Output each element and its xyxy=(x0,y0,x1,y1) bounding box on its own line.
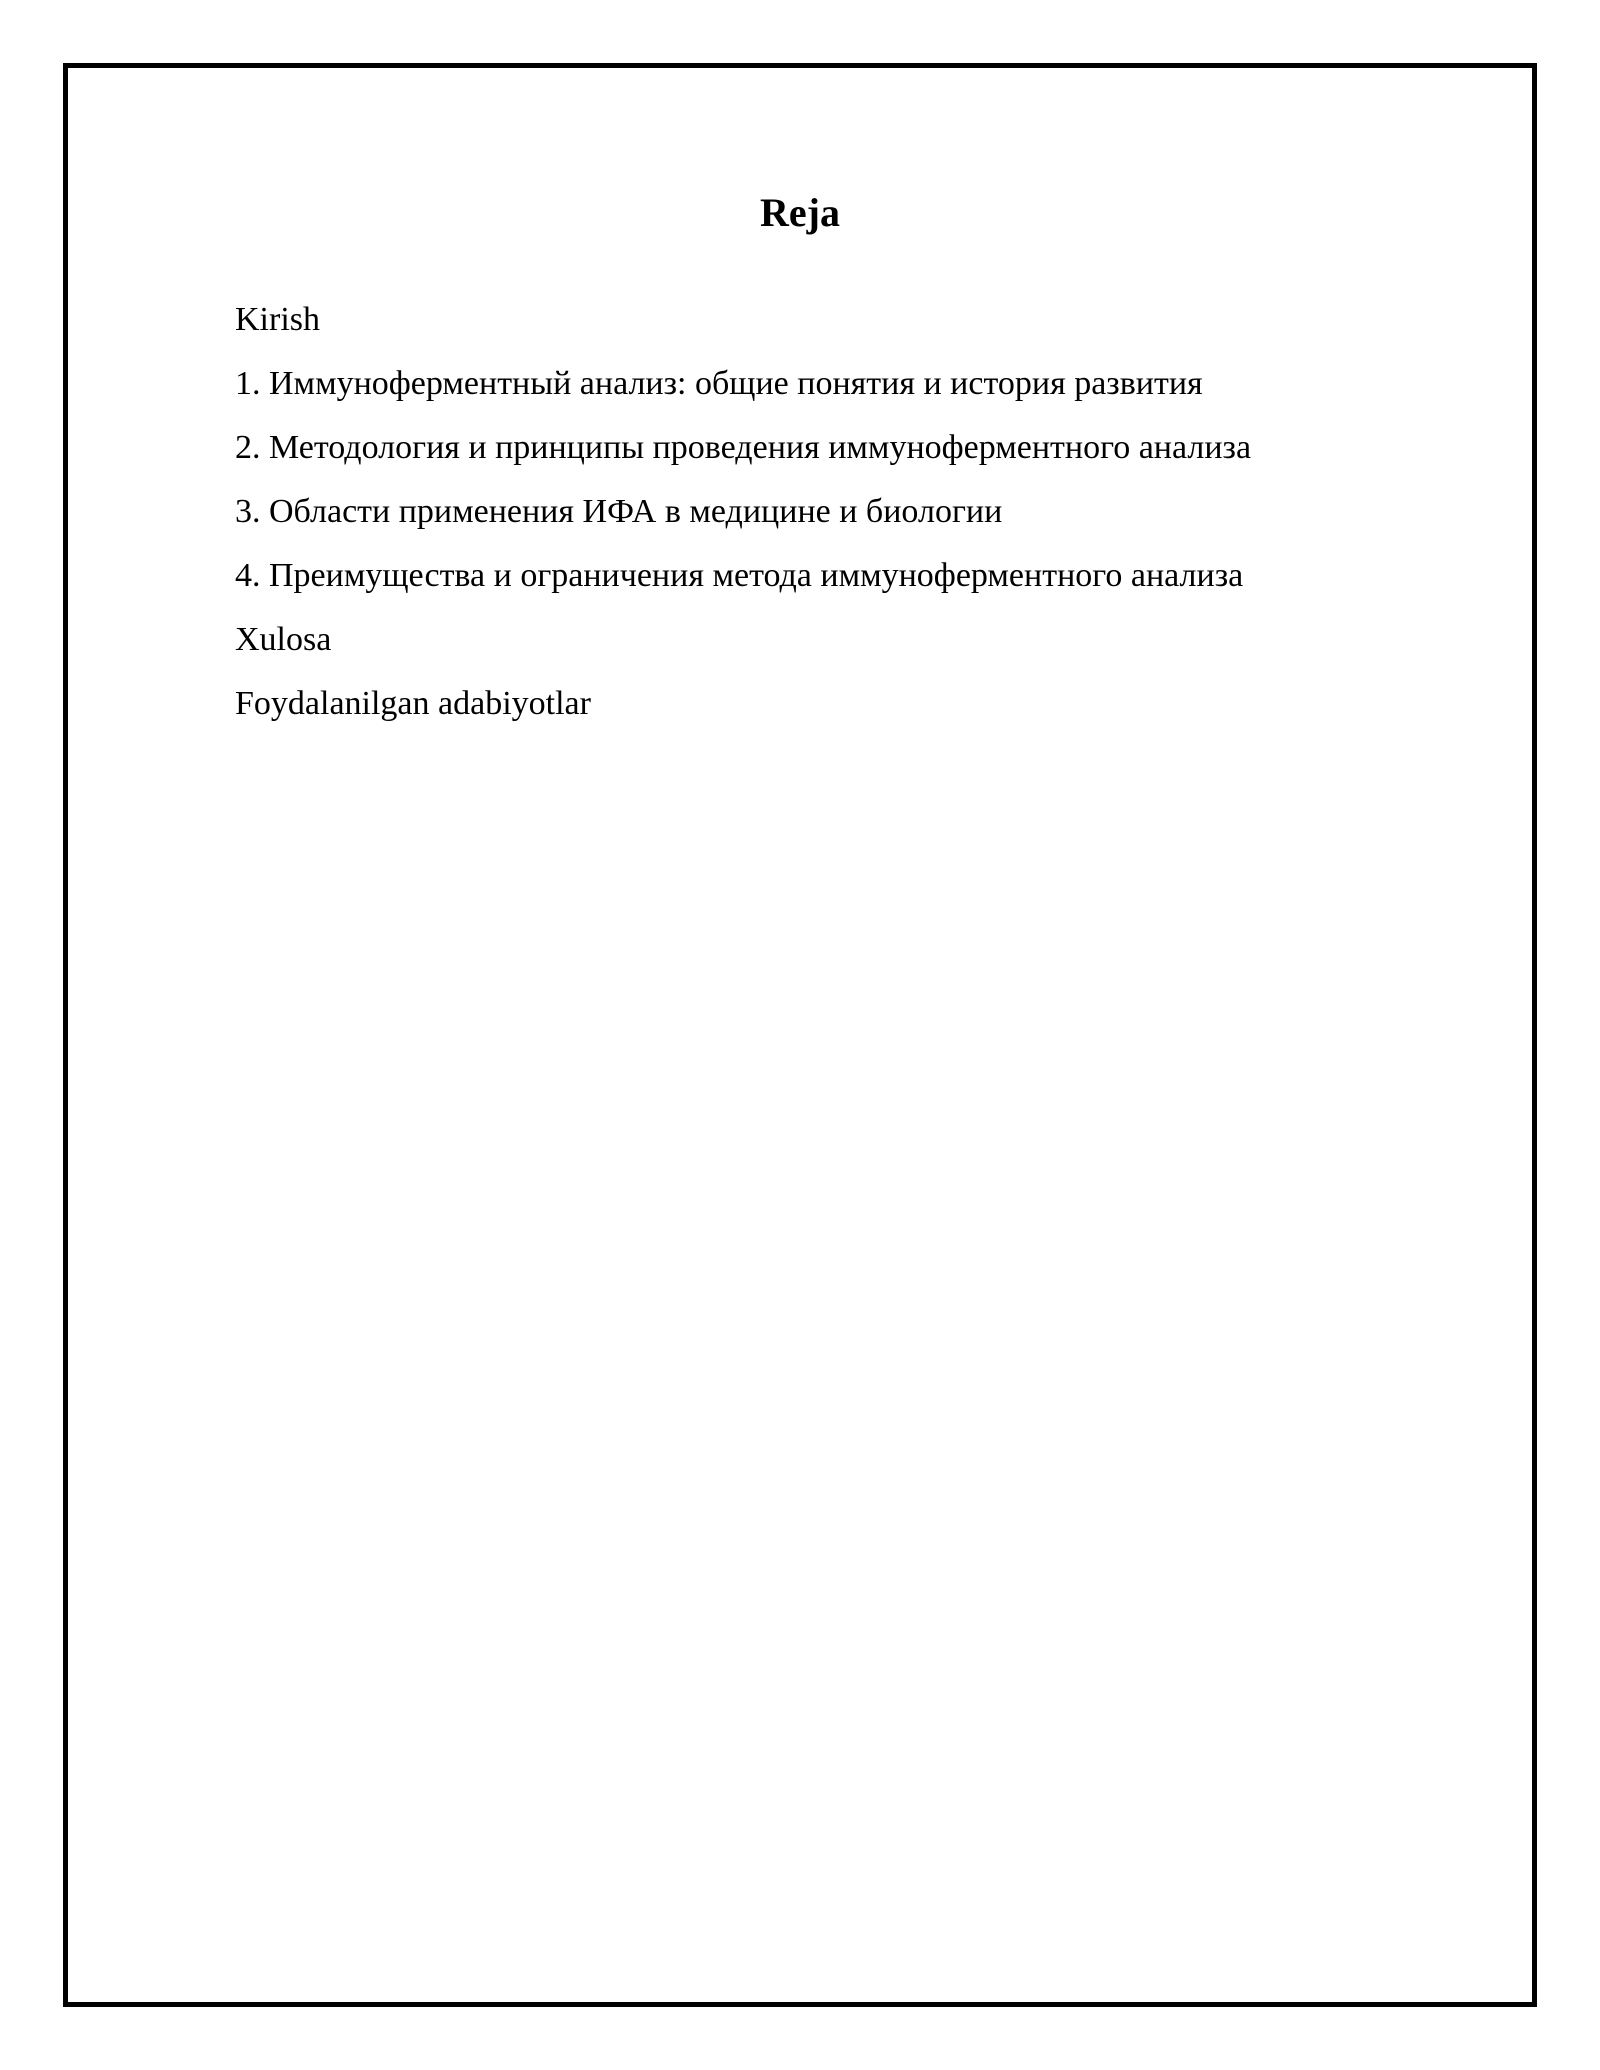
plan-item-section-1: 1. Иммуноферментный анализ: общие понятия и история развития xyxy=(235,365,1203,402)
plan-item-introduction: Kirish xyxy=(235,301,320,338)
page-title: Reja xyxy=(760,190,840,235)
plan-item-section-4: 4. Преимущества и ограничения метода иммуноферментного анализа xyxy=(235,557,1244,594)
plan-item-section-3: 3. Области применения ИФА в медицине и биологии xyxy=(235,493,1003,530)
plan-item-section-2: 2. Методология и принципы проведения иммуноферментного анализа xyxy=(235,429,1252,466)
plan-list xyxy=(235,288,1251,736)
plan-item-conclusion: Xulosa xyxy=(235,621,332,658)
plan-item-references: Foydalanilgan adabiyotlar xyxy=(235,685,591,722)
